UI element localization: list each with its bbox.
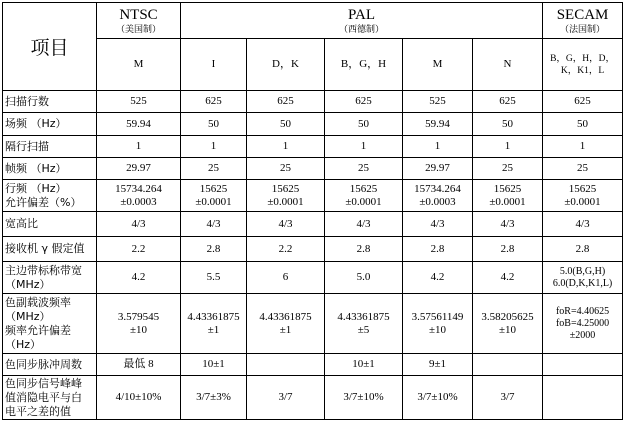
table-cell: 25 [247, 158, 325, 180]
table-cell: 59.94 [403, 113, 473, 136]
row-label: 接收机 γ 假定值 [3, 237, 97, 262]
table-cell: 4/3 [247, 212, 325, 237]
table-cell: 59.94 [97, 113, 181, 136]
table-cell: 29.97 [403, 158, 473, 180]
table-cell: 1 [181, 136, 247, 158]
table-row [3, 237, 623, 262]
ntsc-header [97, 3, 181, 39]
pal-header [181, 3, 543, 39]
table-cell: 4/3 [325, 212, 403, 237]
table-cell: 5.0(B,G,H) 6.0(D,K,K1,L) [543, 262, 623, 294]
secam-header [543, 3, 623, 39]
table-cell: 4.43361875 ±5 [325, 294, 403, 354]
table-cell [543, 354, 623, 376]
table-cell: 50 [325, 113, 403, 136]
table-cell: 1 [97, 136, 181, 158]
table-cell: 4/3 [181, 212, 247, 237]
table-cell: 3.57561149 ±10 [403, 294, 473, 354]
row-label: 色副载波频率 （MHz） 频率允许偏差 （Hz） [3, 294, 97, 354]
table-cell: 5.0 [325, 262, 403, 294]
row-label: 宽高比 [3, 212, 97, 237]
table-row [3, 158, 623, 180]
secam-sub: （法国制） [560, 23, 606, 34]
table-cell: 4.2 [473, 262, 543, 294]
table-cell: 2.8 [403, 237, 473, 262]
table-cell: 4.43361875 ±1 [181, 294, 247, 354]
row-label: 场频 （Hz） [3, 113, 97, 136]
row-label: 行频 （Hz） 允许偏差（%） [3, 180, 97, 212]
table-cell: 525 [403, 91, 473, 113]
table-cell: 625 [473, 91, 543, 113]
table-cell: 3/7±10% [325, 376, 403, 420]
row-label: 色同步信号峰峰 值消隐电平与白 电平之差的值 [3, 376, 97, 420]
table-cell: 4/3 [97, 212, 181, 237]
table-cell: 25 [325, 158, 403, 180]
table-cell: 2.2 [247, 237, 325, 262]
table-cell: 625 [325, 91, 403, 113]
table-cell: 3/7 [473, 376, 543, 420]
table-cell: 10±1 [325, 354, 403, 376]
table-cell: 9±1 [403, 354, 473, 376]
row-label: 扫描行数 [3, 91, 97, 113]
standard-cell: M [97, 39, 181, 91]
item-header: 项目 [3, 3, 97, 91]
row-label: 隔行扫描 [3, 136, 97, 158]
table-row [3, 113, 623, 136]
table-cell: 25 [473, 158, 543, 180]
table-cell: 2.8 [181, 237, 247, 262]
table-cell: 2.8 [325, 237, 403, 262]
standard-cell: M [403, 39, 473, 91]
table-cell: 29.97 [97, 158, 181, 180]
table-cell: 4.2 [403, 262, 473, 294]
table-row [3, 180, 623, 212]
table-cell: 4.43361875 ±1 [247, 294, 325, 354]
row-label: 主边带标称带宽 （MHz） [3, 262, 97, 294]
table-cell: 625 [181, 91, 247, 113]
standard-cell: N [473, 39, 543, 91]
standard-cell: B，G，H [325, 39, 403, 91]
table-cell: 2.8 [543, 237, 623, 262]
table-row [3, 212, 623, 237]
table-cell: 525 [97, 91, 181, 113]
table-cell: 1 [543, 136, 623, 158]
table-cell: 4/3 [403, 212, 473, 237]
table-cell: 2.8 [473, 237, 543, 262]
table-cell: 15625 ±0.0001 [181, 180, 247, 212]
table-cell: 1 [403, 136, 473, 158]
table-row [3, 91, 623, 113]
table-row [3, 354, 623, 376]
header-row-systems [3, 3, 623, 39]
secam-name: SECAM [556, 6, 609, 23]
table-row [3, 294, 623, 354]
standard-cell: I [181, 39, 247, 91]
table-cell: 50 [543, 113, 623, 136]
table-cell: 5.5 [181, 262, 247, 294]
table-cell: 3.579545 ±10 [97, 294, 181, 354]
table-cell: 15625 ±0.0001 [325, 180, 403, 212]
table-cell: 15734.264 ±0.0003 [97, 180, 181, 212]
pal-name: PAL [348, 6, 375, 23]
table-cell: 625 [543, 91, 623, 113]
table-cell: 最低 8 [97, 354, 181, 376]
table-cell: 4/3 [473, 212, 543, 237]
standard-cell: B，G，H，D， K，K1，L [543, 39, 623, 91]
table-cell: 1 [325, 136, 403, 158]
table-cell: 15625 ±0.0001 [247, 180, 325, 212]
table-cell: 50 [247, 113, 325, 136]
table-cell: 3/7 [247, 376, 325, 420]
row-label: 色同步脉冲周数 [3, 354, 97, 376]
table-cell [473, 354, 543, 376]
pal-sub: （西德制） [339, 23, 385, 34]
table-cell: 625 [247, 91, 325, 113]
tv-standards-table [2, 2, 623, 420]
table-cell: 3/7±10% [403, 376, 473, 420]
table-cell: 3.58205625 ±10 [473, 294, 543, 354]
table-row [3, 376, 623, 420]
table-row [3, 136, 623, 158]
standard-cell: D，K [247, 39, 325, 91]
table-cell: 3/7±3% [181, 376, 247, 420]
table-cell: 25 [543, 158, 623, 180]
table-cell: 15734.264 ±0.0003 [403, 180, 473, 212]
table-cell: 1 [247, 136, 325, 158]
table-cell: 4/3 [543, 212, 623, 237]
table-cell: 25 [181, 158, 247, 180]
ntsc-sub: （美国制） [115, 23, 161, 34]
table-cell: foR=4.40625 foB=4.25000 ±2000 [543, 294, 623, 354]
table-cell: 4/10±10% [97, 376, 181, 420]
table-cell [247, 354, 325, 376]
table-cell: 50 [473, 113, 543, 136]
table-cell: 4.2 [97, 262, 181, 294]
table-cell: 50 [181, 113, 247, 136]
row-label: 帧频 （Hz） [3, 158, 97, 180]
table-cell: 10±1 [181, 354, 247, 376]
table-row [3, 262, 623, 294]
table-cell: 2.2 [97, 237, 181, 262]
table-cell: 6 [247, 262, 325, 294]
table-cell: 1 [473, 136, 543, 158]
table-cell: 15625 ±0.0001 [543, 180, 623, 212]
table-cell [543, 376, 623, 420]
ntsc-name: NTSC [119, 6, 158, 23]
table-cell: 15625 ±0.0001 [473, 180, 543, 212]
